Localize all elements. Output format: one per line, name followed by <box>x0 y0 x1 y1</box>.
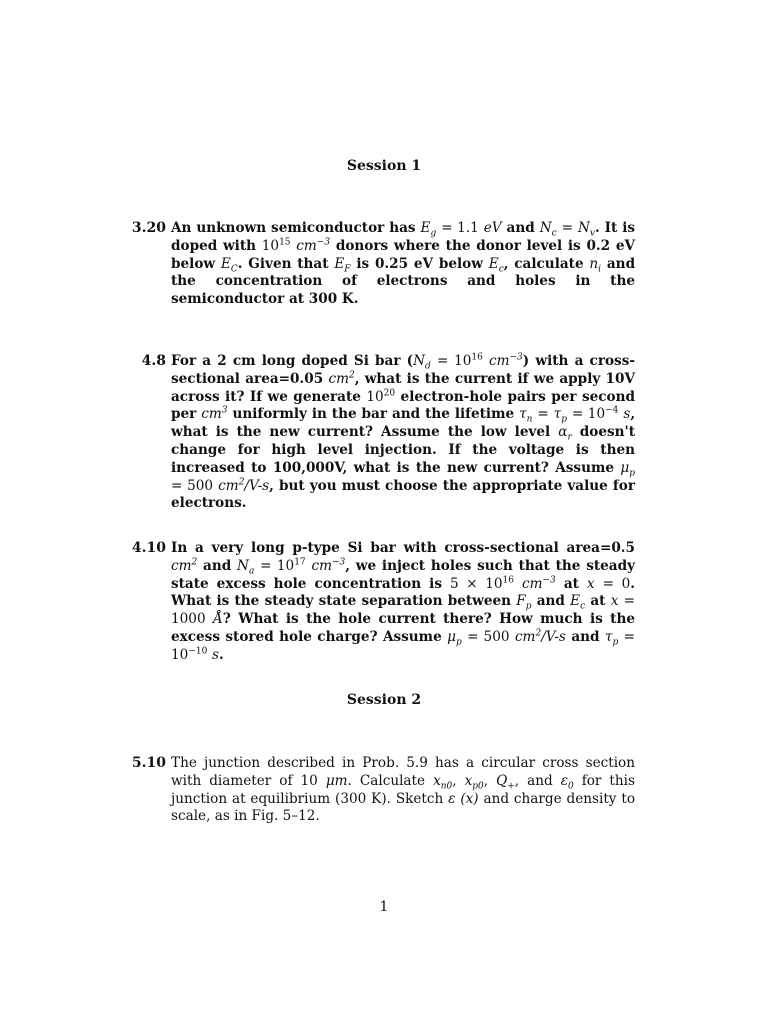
problem-number: 4.8 <box>141 353 166 369</box>
problem-text: The junction described in Prob. 5.9 has a circular cross section with diameter of 10 μm. Calculate $x_{n0}$, $x_{p0}$, $Q_+$, and $\varepsilon_0$ for this junction at equilibrium (300 K). Sketch ε (x) and charge density to scale, as in Fig. 5–12. <box>171 755 636 825</box>
problem-text: In a very long p-type Si bar with cross-sectional area=0.5 $cm^2$ and $N_a = 10^{17}$ $cm^{-3}$, we inject holes such that the steady state excess hole concentration is $5 \times 10^{16}$ $cm^{-3}$ at x = 0. What is the steady state separation between $F_p$ and $E_c$ at x = 1000 Å? What is the hole current there? How much is the excess stored hole charge? Assume $\mu_p = 500$ $cm^2/V-s$ and $\tau_p = 10^{-10}$ s. <box>171 540 636 663</box>
problem-number: 3.20 <box>131 220 166 236</box>
problem-number: 4.10 <box>131 540 166 556</box>
page-number: 1 <box>379 899 389 915</box>
problem-number: 5.10 <box>131 755 166 771</box>
session-1-heading: Session 1 <box>346 158 422 174</box>
session-2-heading: Session 2 <box>346 692 422 708</box>
problem-text: For a 2 cm long doped Si bar ($N_d = 10^{16}$ $cm^{-3}$) with a cross-sectional area=0.05 $cm^2$, what is the current if we apply 10V across it? If we generate $10^{20}$ electron-hole pairs per second per $cm^3$ uniformly in the bar and the lifetime $\tau_n = \tau_p = 10^{-4}$ s, what is the new current? Assume the low level $\alpha_r$ doesn't change for high level injection. If the voltage is then increased to 100,000V, what is the new current? Assume $\mu_p = 500$ $cm^2/V-s$, but you must choose the appropriate value for electrons. <box>171 352 636 512</box>
problem-text: An unknown semiconductor has $E_g = 1.1$ eV and $N_c = N_v$. It is doped with $10^{15}$ $cm^{-3}$ donors where the donor level is 0.2 eV below $E_C$. Given that $E_F$ is 0.25 eV below $E_c$, calculate $n_i$ and the concentration of electrons and holes in the semiconductor at 300 K. <box>171 220 636 308</box>
